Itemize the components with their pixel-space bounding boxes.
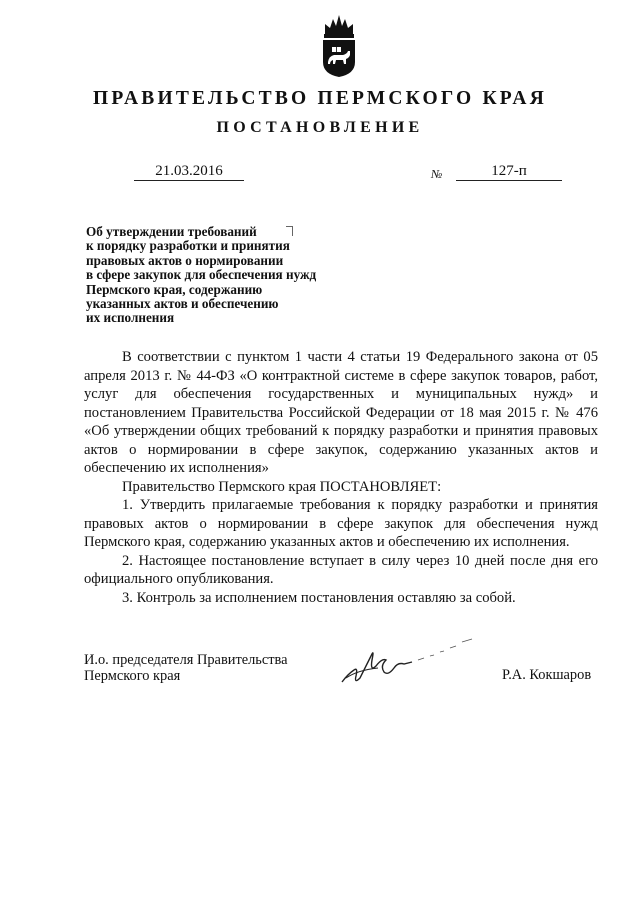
coat-of-arms-emblem	[319, 12, 359, 78]
signer-name: Р.А. Кокшаров	[502, 667, 592, 683]
subject-line: правовых актов о нормировании	[86, 252, 284, 268]
item-2-paragraph: 2. Настоящее постановление вступает в силу через 10 дней после дня его официального опубликования.	[84, 552, 598, 587]
signer-position	[84, 652, 288, 684]
number-sign: №	[431, 167, 443, 181]
government-title: ПРАВИТЕЛЬСТВО ПЕРМСКОГО КРАЯ	[93, 88, 547, 109]
handwritten-signature	[334, 630, 484, 692]
subject-line: Об утверждении требований	[86, 224, 257, 239]
subject-line: указанных актов и обеспечению	[86, 296, 279, 312]
subject-line: Пермского края, содержанию	[86, 281, 263, 297]
item-3-paragraph: 3. Контроль за исполнением постановления оставляю за собой.	[122, 589, 516, 606]
decree-paragraph: Правительство Пермского края ПОСТАНОВЛЯЕТ:	[122, 478, 442, 495]
document-body	[84, 348, 598, 607]
subject-line: их исполнения	[86, 310, 175, 326]
document-type: ПОСТАНОВЛЕНИЕ	[216, 119, 424, 136]
item-1-paragraph: 1. Утвердить прилагаемые требования к порядку разработки и принятия правовых актов о нормировании в сфере закупок для обеспечения нужд Пермского края, содержанию указанных актов и обеспечению их исполнения.	[84, 497, 598, 550]
signer-position-line: Пермского края	[84, 668, 181, 684]
signer-position-line: И.о. председателя Правительства	[84, 652, 288, 668]
corner-mark	[286, 226, 293, 236]
document-number: 127-п	[456, 162, 562, 181]
subject-line: в сфере закупок для обеспечения нужд	[86, 267, 317, 283]
document-subject	[86, 225, 366, 326]
subject-line: к порядку разработки и принятия	[86, 238, 290, 254]
document-date: 21.03.2016	[134, 162, 244, 181]
preamble-paragraph: В соответствии с пунктом 1 части 4 статьи 19 Федерального закона от 05 апреля 2013 г. № 44-ФЗ «О контрактной системе в сфере закупок товаров, работ, услуг для обеспечения государственных и муниципальных нужд» и постановлением Правительства Российской Федерации от 18 мая 2015 г. № 476 «Об утверждении общих требований к порядку разработки и принятия правовых актов о нормировании в сфере закупок, содержанию указанных актов и обеспечению их исполнения»	[84, 349, 598, 476]
